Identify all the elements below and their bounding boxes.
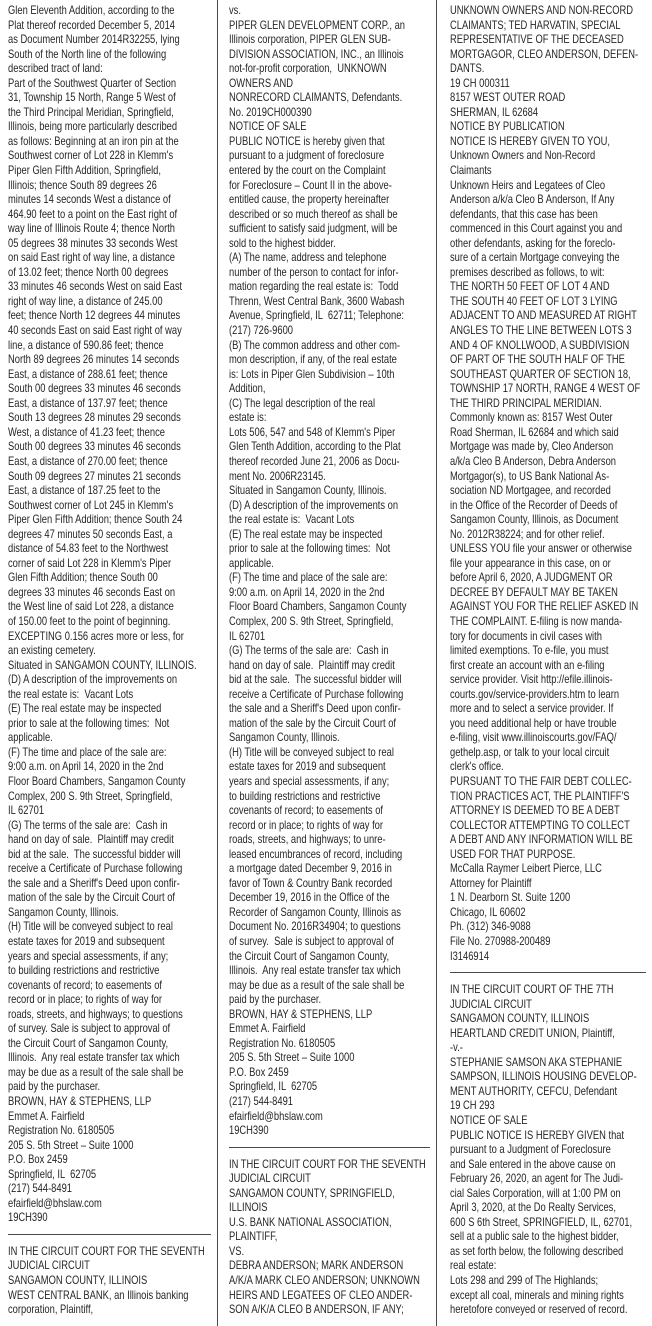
text-line: Sangamon County, Illinois, as Document (450, 512, 619, 527)
text-line: Complex, 200 S. 9th Street, Springfield, (229, 613, 394, 628)
text-line: estate is: (229, 410, 267, 425)
text-line: covenants of record; to easements of (8, 977, 163, 992)
text-line: PUBLIC NOTICE IS HEREBY GIVEN that (450, 1127, 625, 1142)
text-line: Glen Fifth Addition; thence South 00 (8, 570, 158, 585)
text-line: TION PRACTICES ACT, THE PLAINTIFF'S (450, 788, 630, 803)
text-line: (C) The legal description of the real (229, 395, 376, 410)
text-line: PLAINTIFF, (229, 1229, 278, 1244)
text-line: pursuant to a Judgment of Foreclosure (450, 1142, 611, 1157)
text-line: Southwest corner of Lot 228 in Klemm's (8, 148, 174, 163)
text-line: MENT AUTHORITY, CEFCU, Defendant (450, 1083, 618, 1098)
text-line: entitled cause, the property hereinafter (229, 192, 390, 207)
text-line: Anderson a/k/a Cleo B Anderson, If Any (450, 192, 615, 207)
text-line: SON A/K/A CLEO B ANDERSON, IF ANY; (229, 1302, 404, 1317)
text-line: corner of said Lot 228 in Klemm's Piper (8, 555, 172, 570)
text-line: to building restrictions and restrictive (8, 963, 160, 978)
text-line: CLAIMANTS; TED HARVATIN, SPECIAL (450, 17, 621, 32)
text-line: a mortgage dated December 9, 2016 in (229, 861, 392, 876)
text-line: (D) A description of the improvements on (8, 672, 178, 687)
text-line: Illinois. Any real estate transfer tax which (229, 963, 401, 978)
text-line: feet; thence North 12 degrees 44 minutes (8, 308, 181, 323)
text-line: A DEBT AND ANY INFORMATION WILL BE (450, 832, 633, 847)
text-line: the Circuit Court of Sangamon County, (8, 1035, 169, 1050)
text-line: Illinois, being more particularly described (8, 119, 178, 134)
text-line: South of the North line of the following (8, 46, 167, 61)
text-line: applicable. (229, 555, 274, 570)
text-line: OF PART OF THE SOUTH HALF OF THE (450, 352, 625, 367)
text-line: A/K/A MARK CLEO ANDERSON; UNKNOWN (229, 1273, 420, 1288)
text-line: SANGAMON COUNTY, SPRINGFIELD, (229, 1185, 395, 1200)
text-line: prior to sale at the following times: Not (8, 715, 170, 730)
text-line: (E) The real estate may be inspected (229, 526, 383, 541)
text-line: SAMPSON, ILLINOIS HOUSING DEVELOP- (450, 1069, 637, 1084)
text-line: OWNERS AND (229, 75, 293, 90)
text-line: IN THE CIRCUIT COURT FOR THE SEVENTH (8, 1243, 205, 1258)
text-line: Complex, 200 S. 9th Street, Springfield, (8, 788, 173, 803)
text-line: -v.- (450, 1040, 463, 1055)
text-line: e-filing, visit www.illinoiscourts.gov/FAQ/ (450, 730, 617, 745)
text-line: I3146914 (450, 948, 490, 963)
text-line: (B) The common address and other com- (229, 337, 400, 352)
text-line: South 09 degrees 27 minutes 21 seconds (8, 468, 181, 483)
text-line: THE COMPLAINT. E-filing is now manda- (450, 613, 623, 628)
text-line: sold to the highest bidder. (229, 235, 336, 250)
text-line: December 19, 2016 in the Office of the (229, 890, 390, 905)
text-line: an existing cemetery. (8, 643, 96, 658)
text-line: Sangamon County, Illinois. (229, 730, 340, 745)
text-line: Emmet A. Fairfield (229, 1021, 306, 1036)
text-line: not-for-profit corporation, UNKNOWN (229, 61, 387, 76)
text-line: 19CH390 (8, 1210, 48, 1225)
text-line: WEST CENTRAL BANK, an Illinois banking (8, 1287, 189, 1302)
text-line: in the Office of the Recorder of Deeds of (450, 497, 618, 512)
text-line: 205 S. 5th Street – Suite 1000 (229, 1050, 355, 1065)
text-line: (G) The terms of the sale are: Cash in (8, 817, 168, 832)
text-line: to building restrictions and restrictive (229, 788, 381, 803)
text-line: as Document Number 2014R32255, lying (8, 32, 180, 47)
text-line: Registration No. 6180505 (229, 1035, 336, 1050)
text-line: IL 62701 (229, 628, 266, 643)
text-line: Piper Glen Fifth Addition; thence South 24 (8, 512, 183, 527)
text-line: may be due as a result of the sale shall be (229, 977, 405, 992)
text-line: efairfield@bhslaw.com (8, 1195, 102, 1210)
text-line: East, a distance of 270.00 feet; thence (8, 453, 168, 468)
text-line: SANGAMON COUNTY, ILLINOIS (450, 1011, 590, 1026)
text-line: mation regarding the real estate is: Todd (229, 279, 399, 294)
text-line: bid at the sale. The successful bidder will (229, 672, 402, 687)
text-line: 205 S. 5th Street – Suite 1000 (8, 1137, 134, 1152)
text-line: DIVISION ASSOCIATION, INC., an Illinois (229, 46, 404, 61)
text-line: other defendants, asking for the foreclo- (450, 235, 616, 250)
text-line: Unknown Heirs and Legatees of Cleo (450, 177, 606, 192)
text-line: heretofore conveyed or reserved of record. (450, 1302, 628, 1317)
text-line: Plat thereof recorded December 5, 2014 (8, 17, 176, 32)
text-line: SHERMAN, IL 62684 (450, 104, 539, 119)
text-line: line, a distance of 590.86 feet; thence (8, 337, 164, 352)
text-line: West, a distance of 41.23 feet; thence (8, 424, 165, 439)
text-line: East, a distance of 288.61 feet; thence (8, 366, 168, 381)
text-line: HEIRS AND LEGATEES OF CLEO ANDER- (229, 1287, 413, 1302)
text-line: a/k/a Cleo B Anderson, Debra Anderson (450, 453, 616, 468)
text-line: Threnn, West Central Bank, 3600 Wabash (229, 293, 405, 308)
text-line: receive a Certificate of Purchase following (229, 686, 404, 701)
text-line: NOTICE OF SALE (450, 1113, 528, 1128)
text-line: Lots 298 and 299 of The Highlands; (450, 1273, 599, 1288)
text-line: roads, streets, and highways; to questions (8, 1006, 183, 1021)
text-line: real estate: (450, 1258, 497, 1273)
text-line: ADJACENT TO AND MEASURED AT RIGHT (450, 308, 637, 323)
text-line: SOUTHEAST QUARTER OF SECTION 18, (450, 366, 631, 381)
text-line: (H) Title will be conveyed subject to real (8, 919, 173, 934)
text-line: years and special assessments, if any; (8, 948, 169, 963)
text-line: PUBLIC NOTICE is hereby given that (229, 133, 385, 148)
text-line: 9:00 a.m. on April 14, 2020 in the 2nd (229, 584, 385, 599)
text-line: (217) 544-8491 (8, 1181, 73, 1196)
text-line: mation of the sale by the Circuit Court of (8, 890, 176, 905)
text-line: Attorney for Plaintiff (450, 875, 532, 890)
text-line: File No. 270988-200489 (450, 934, 551, 948)
text-line: entered by the court on the Complaint (229, 163, 386, 178)
text-line: February 26, 2020, an agent for The Judi- (450, 1171, 624, 1186)
text-line: ANGLES TO THE LINE BETWEEN LOTS 3 (450, 323, 632, 338)
text-line: and Sale entered in the above cause on (450, 1156, 616, 1171)
text-line: Recorder of Sangamon County, Illinois as (229, 904, 402, 919)
text-line: bid at the sale. The successful bidder will (8, 846, 181, 861)
text-line: limited exemptions. To e-file, you must (450, 643, 609, 658)
text-line: STEPHANIE SAMSON AKA STEPHANIE (450, 1054, 623, 1069)
text-line: (217) 726-9600 (229, 323, 294, 338)
text-line: receive a Certificate of Purchase following (8, 861, 183, 876)
text-line: BROWN, HAY & STEPHENS, LLP (8, 1094, 152, 1109)
text-line: 1 N. Dearborn St. Suite 1200 (450, 890, 571, 905)
text-line: ILLINOIS (229, 1200, 268, 1215)
text-line: April 3, 2020, at the Do Realty Services, (450, 1200, 616, 1215)
text-line: Commonly known as: 8157 West Outer (450, 410, 613, 425)
text-line: TOWNSHIP 17 NORTH, RANGE 4 WEST OF (450, 381, 641, 396)
text-line: East, a distance of 137.97 feet; thence (8, 395, 168, 410)
text-line: sell at a public sale to the highest bidder, (450, 1229, 619, 1244)
text-line: estate taxes for 2019 and subsequent (8, 934, 165, 948)
text-line: Floor Board Chambers, Sangamon County (229, 599, 407, 614)
text-line: 05 degrees 38 minutes 33 seconds West (8, 235, 178, 250)
notice-piper-glen-foreclosure-legal-description (8, 3, 215, 1225)
text-line: mation of the sale by the Circuit Court of (229, 715, 397, 730)
notice-divider (229, 1147, 430, 1148)
text-line: EXCEPTING 0.156 acres more or less, for (8, 628, 184, 643)
text-line: (D) A description of the improvements on (229, 497, 399, 512)
text-line: No. 2012R38224; and for other relief. (450, 526, 605, 541)
text-line: described tract of land: (8, 61, 103, 76)
text-line: the Circuit Court of Sangamon County, (229, 948, 390, 963)
text-line: Addition, (229, 381, 266, 396)
text-line: East, a distance of 187.25 feet to the (8, 483, 161, 498)
text-line: on said East right of way line, a distance (8, 250, 176, 265)
text-line: defendants, that this case has been (450, 206, 598, 221)
text-line: Situated in Sangamon County, Illinois. (229, 483, 387, 498)
text-line: No. 2019CH000390 (229, 104, 312, 119)
text-line: estate taxes for 2019 and subsequent (229, 759, 386, 774)
text-line: Springfield, IL 62705 (8, 1166, 97, 1181)
text-line: Illinois; thence South 89 degrees 26 (8, 177, 157, 192)
text-line: AGAINST YOU FOR THE RELIEF ASKED IN (450, 599, 639, 614)
text-line: as follows: Beginning at an iron pin at the (8, 133, 179, 148)
text-line: NONRECORD CLAIMANTS, Defendants. (229, 90, 403, 105)
text-line: Glen Eleventh Addition, according to the (8, 3, 175, 17)
text-line: REPRESENTATIVE OF THE DECEASED (450, 32, 624, 47)
notice-west-central-bank-caption (8, 1244, 215, 1317)
text-line: distance of 54.83 feet to the Northwest (8, 541, 169, 556)
text-line: THE THIRD PRINCIPAL MERIDIAN. (450, 395, 602, 410)
notice-of-sale-19ch293 (450, 982, 650, 1317)
text-line: cial Sales Corporation, will at 1:00 PM on (450, 1185, 621, 1200)
text-line: covenants of record; to easements of (229, 803, 384, 818)
text-line: Document No. 2016R34904; to questions (229, 919, 401, 934)
text-line: ATTORNEY IS DEEMED TO BE A DEBT (450, 803, 620, 818)
text-line: 8157 WEST OUTER ROAD (450, 90, 566, 105)
text-line: Springfield, IL 62705 (229, 1079, 318, 1094)
text-line: degrees 33 minutes 46 seconds East on (8, 584, 176, 599)
text-line: of 13.02 feet; thence North 00 degrees (8, 264, 169, 279)
text-line: 464.90 feet to a point on the East right of (8, 206, 178, 221)
text-column-1 (0, 0, 217, 1326)
text-line: the Third Principal Meridian, Springfield, (8, 104, 174, 119)
text-line: as set forth below, the following described (450, 1243, 624, 1258)
text-line: South 00 degrees 33 minutes 46 seconds (8, 381, 181, 396)
text-line: JUDICIAL CIRCUIT (229, 1171, 311, 1186)
text-line: SANGAMON COUNTY, ILLINOIS (8, 1273, 148, 1288)
text-line: Registration No. 6180505 (8, 1123, 115, 1138)
text-line: NOTICE OF SALE (229, 119, 307, 134)
text-line: Avenue, Springfield, IL 62711; Telephone: (229, 308, 405, 323)
notice-by-publication-19ch000311 (450, 3, 650, 963)
text-line: applicable. (8, 730, 53, 745)
text-line: McCalla Raymer Leibert Pierce, LLC (450, 861, 602, 876)
text-line: Situated in SANGAMON COUNTY, ILLINOIS. (8, 657, 197, 672)
text-line: the real estate is: Vacant Lots (8, 686, 134, 701)
text-line: UNKNOWN OWNERS AND NON-RECORD (450, 3, 634, 17)
text-line: years and special assessments, if any; (229, 773, 390, 788)
text-line: Unknown Owners and Non-Record (450, 148, 596, 163)
text-line: Claimants (450, 163, 492, 178)
text-line: ment No. 2006R23145. (229, 468, 326, 483)
text-line: PURSUANT TO THE FAIR DEBT COLLEC- (450, 773, 632, 788)
text-line: 40 seconds East on said East right of way (8, 323, 182, 338)
text-line: hand on day of sale. Plaintiff may credit (8, 832, 174, 847)
notice-us-bank-v-anderson-caption (229, 1157, 434, 1317)
text-line: NOTICE BY PUBLICATION (450, 119, 565, 134)
text-line: vs. (229, 3, 241, 17)
text-line: commenced in this Court against you and (450, 221, 623, 236)
text-line: premises described as follows, to wit: (450, 264, 605, 279)
text-line: described or so much thereof as shall be (229, 206, 398, 221)
text-line: Mortgagor(s), to US Bank National As- (450, 468, 610, 483)
text-line: IN THE CIRCUIT COURT FOR THE SEVENTH (229, 1156, 426, 1171)
text-column-3 (436, 0, 652, 1326)
notice-of-sale-2019ch000390 (229, 3, 434, 1138)
text-line: paid by the purchaser. (8, 1079, 101, 1094)
text-line: Sangamon County, Illinois. (8, 904, 119, 919)
text-line: first create an account with an e-filing (450, 657, 605, 672)
text-line: Southwest corner of Lot 245 in Klemm's (8, 497, 174, 512)
text-line: degrees 47 minutes 50 seconds East, a (8, 526, 173, 541)
text-line: North 89 degrees 26 minutes 14 seconds (8, 352, 180, 367)
text-line: except all coal, minerals and mining rights (450, 1287, 624, 1302)
text-line: file your appearance in this case, on or (450, 555, 611, 570)
text-line: of survey. Sale is subject to approval of (229, 934, 394, 948)
text-line: JUDICIAL CIRCUIT (450, 996, 532, 1011)
text-line: Floor Board Chambers, Sangamon County (8, 773, 186, 788)
text-line: Part of the Southwest Quarter of Section (8, 75, 177, 90)
text-line: thereof recorded June 21, 2006 as Docu- (229, 453, 400, 468)
text-line: South 13 degrees 28 minutes 29 seconds (8, 410, 181, 425)
text-line: 19CH390 (229, 1123, 269, 1138)
text-line: IN THE CIRCUIT COURT OF THE 7TH (450, 982, 614, 997)
text-line: DECREE BY DEFAULT MAY BE TAKEN (450, 584, 618, 599)
text-line: Ph. (312) 346-9088 (450, 919, 531, 934)
text-line: Road Sherman, IL 62684 and which said (450, 424, 619, 439)
text-line: the sale and a Sheriff's Deed upon confir- (229, 701, 401, 716)
text-line: HEARTLAND CREDIT UNION, Plaintiff, (450, 1025, 615, 1040)
text-line: Piper Glen Fifth Addition, Springfield, (8, 163, 161, 178)
text-line: roads, streets, and highways; to unre- (229, 832, 386, 847)
text-line: PIPER GLEN DEVELOPMENT CORP., an (229, 17, 405, 32)
text-line: Illinois. Any real estate transfer tax which (8, 1050, 180, 1065)
text-line: record or in place; to rights of way for (229, 817, 383, 832)
text-line: minutes 14 seconds West a distance of (8, 192, 171, 207)
text-line: pursuant to a judgment of foreclosure (229, 148, 385, 163)
text-line: paid by the purchaser. (229, 992, 322, 1007)
text-line: prior to sale at the following times: Not (229, 541, 391, 556)
text-line: may be due as a result of the sale shall be (8, 1064, 184, 1079)
text-line: JUDICIAL CIRCUIT (8, 1258, 90, 1273)
text-line: of 150.00 feet to the point of beginning. (8, 613, 171, 628)
text-line: THE SOUTH 40 FEET OF LOT 3 LYING (450, 293, 618, 308)
text-line: sociation ND Mortgagee, and recorded (450, 483, 611, 498)
text-line: tory for documents in civil cases with (450, 628, 602, 643)
text-line: (H) Title will be conveyed subject to real (229, 744, 394, 759)
text-line: 31, Township 15 North, Range 5 West of (8, 90, 176, 105)
text-line: UNLESS YOU file your answer or otherwise (450, 541, 632, 556)
text-line: sufficient to satisfy said judgment, will be (229, 221, 398, 236)
text-line: corporation, Plaintiff, (8, 1302, 94, 1317)
text-line: number of the person to contact for infor- (229, 264, 399, 279)
text-line: NOTICE IS HEREBY GIVEN TO YOU, (450, 133, 611, 148)
text-line: favor of Town & Country Bank recorded (229, 875, 393, 890)
text-line: Illinois corporation, PIPER GLEN SUB- (229, 32, 391, 47)
text-line: Glen Tenth Addition, according to the Plat (229, 439, 401, 454)
text-line: P.O. Box 2459 (229, 1064, 289, 1079)
text-line: (F) The time and place of the sale are: (229, 570, 388, 585)
text-line: clerk's office. (450, 759, 504, 774)
text-line: right of way line, a distance of 245.00 (8, 293, 163, 308)
text-line: of survey. Sale is subject to approval of (8, 1021, 171, 1036)
text-line: 33 minutes 46 seconds West on said East (8, 279, 183, 294)
notice-divider (450, 972, 646, 973)
text-line: THE NORTH 50 FEET OF LOT 4 AND (450, 279, 610, 294)
text-line: DANTS. (450, 61, 485, 76)
text-line: South 00 degrees 33 minutes 46 seconds (8, 439, 181, 454)
text-line: more and to select a service provider. If (450, 701, 614, 716)
text-line: mon description, if any, of the real estate (229, 352, 397, 367)
text-line: Chicago, IL 60602 (450, 904, 526, 919)
text-line: Emmet A. Fairfield (8, 1108, 85, 1123)
text-line: sure of a certain Mortgage conveying the (450, 250, 620, 265)
text-line: AND 4 OF KNOLLWOOD, A SUBDIVISION (450, 337, 630, 352)
text-line: USED FOR THAT PURPOSE. (450, 846, 576, 861)
text-line: you need additional help or have trouble (450, 715, 617, 730)
text-line: record or in place; to rights of way for (8, 992, 162, 1007)
text-line: before April 6, 2020, A JUDGMENT OR (450, 570, 613, 585)
text-line: Mortgage was made by, Cleo Anderson (450, 439, 614, 454)
text-line: leased encumbrances of record, including (229, 846, 403, 861)
text-line: U.S. BANK NATIONAL ASSOCIATION, (229, 1214, 392, 1229)
text-line: VS. (229, 1243, 245, 1258)
text-line: is: Lots in Piper Glen Subdivision – 10th (229, 366, 395, 381)
text-line: efairfield@bhslaw.com (229, 1108, 323, 1123)
notice-divider (8, 1234, 211, 1235)
text-line: gethelp.asp, or talk to your local circuit (450, 744, 610, 759)
text-line: 19 CH 293 (450, 1098, 495, 1113)
text-line: BROWN, HAY & STEPHENS, LLP (229, 1006, 373, 1021)
text-line: 19 CH 000311 (450, 75, 510, 90)
text-line: Lots 506, 547 and 548 of Klemm's Piper (229, 424, 396, 439)
text-column-2 (217, 0, 436, 1326)
text-line: courts.gov/service-providers.htm to learn (450, 686, 620, 701)
text-line: (F) The time and place of the sale are: (8, 744, 167, 759)
text-line: for Foreclosure – Count II in the above- (229, 177, 392, 192)
text-line: the real estate is: Vacant Lots (229, 512, 355, 527)
text-line: DEBRA ANDERSON; MARK ANDERSON (229, 1258, 404, 1273)
text-line: (217) 544-8491 (229, 1094, 294, 1109)
text-line: (E) The real estate may be inspected (8, 701, 162, 716)
text-line: MORTGAGOR, CLEO ANDERSON, DEFEN- (450, 46, 639, 61)
text-line: COLLECTOR ATTEMPTING TO COLLECT (450, 817, 630, 832)
text-line: the sale and a Sheriff's Deed upon confir- (8, 875, 180, 890)
text-line: service provider. Visit http://efile.illinois- (450, 672, 613, 687)
text-line: P.O. Box 2459 (8, 1152, 68, 1167)
text-line: 600 S 6th Street, SPRINGFIELD, IL, 62701, (450, 1214, 633, 1229)
text-line: 9:00 a.m. on April 14, 2020 in the 2nd (8, 759, 164, 774)
text-line: (G) The terms of the sale are: Cash in (229, 643, 389, 658)
text-line: the West line of said Lot 228, a distance (8, 599, 174, 614)
text-line: (A) The name, address and telephone (229, 250, 387, 265)
text-line: IL 62701 (8, 803, 45, 818)
text-line: way line of Illinois Route 4; thence North (8, 221, 176, 236)
text-line: hand on day of sale. Plaintiff may credit (229, 657, 395, 672)
